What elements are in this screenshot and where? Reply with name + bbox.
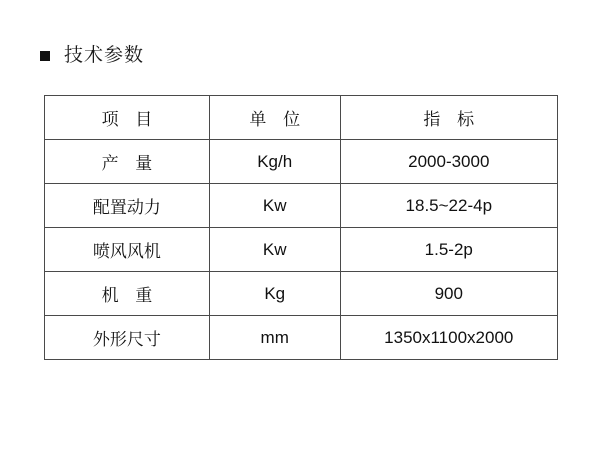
spec-table-container [44,95,558,360]
cell-item: 喷风风机 [45,228,210,272]
column-header-item: 项 目 [45,96,210,140]
table-row [45,272,558,316]
cell-item: 机 重 [45,272,210,316]
cell-unit: mm [209,316,340,360]
column-header-unit: 单 位 [209,96,340,140]
square-bullet-icon [40,51,50,61]
cell-unit: Kg/h [209,140,340,184]
table-row [45,316,558,360]
cell-item: 配置动力 [45,184,210,228]
cell-index: 900 [340,272,557,316]
cell-unit: Kw [209,184,340,228]
spec-table [44,95,558,360]
cell-index: 1350x1100x2000 [340,316,557,360]
page-title: 技术参数 [64,45,145,66]
cell-index: 18.5~22-4p [340,184,557,228]
cell-unit: Kw [209,228,340,272]
cell-index: 1.5-2p [340,228,557,272]
table-row [45,140,558,184]
section-heading [40,46,144,65]
cell-item: 外形尺寸 [45,316,210,360]
table-row [45,228,558,272]
cell-index: 2000-3000 [340,140,557,184]
table-header-row [45,96,558,140]
cell-item: 产 量 [45,140,210,184]
table-row [45,184,558,228]
column-header-index: 指 标 [340,96,557,140]
cell-unit: Kg [209,272,340,316]
